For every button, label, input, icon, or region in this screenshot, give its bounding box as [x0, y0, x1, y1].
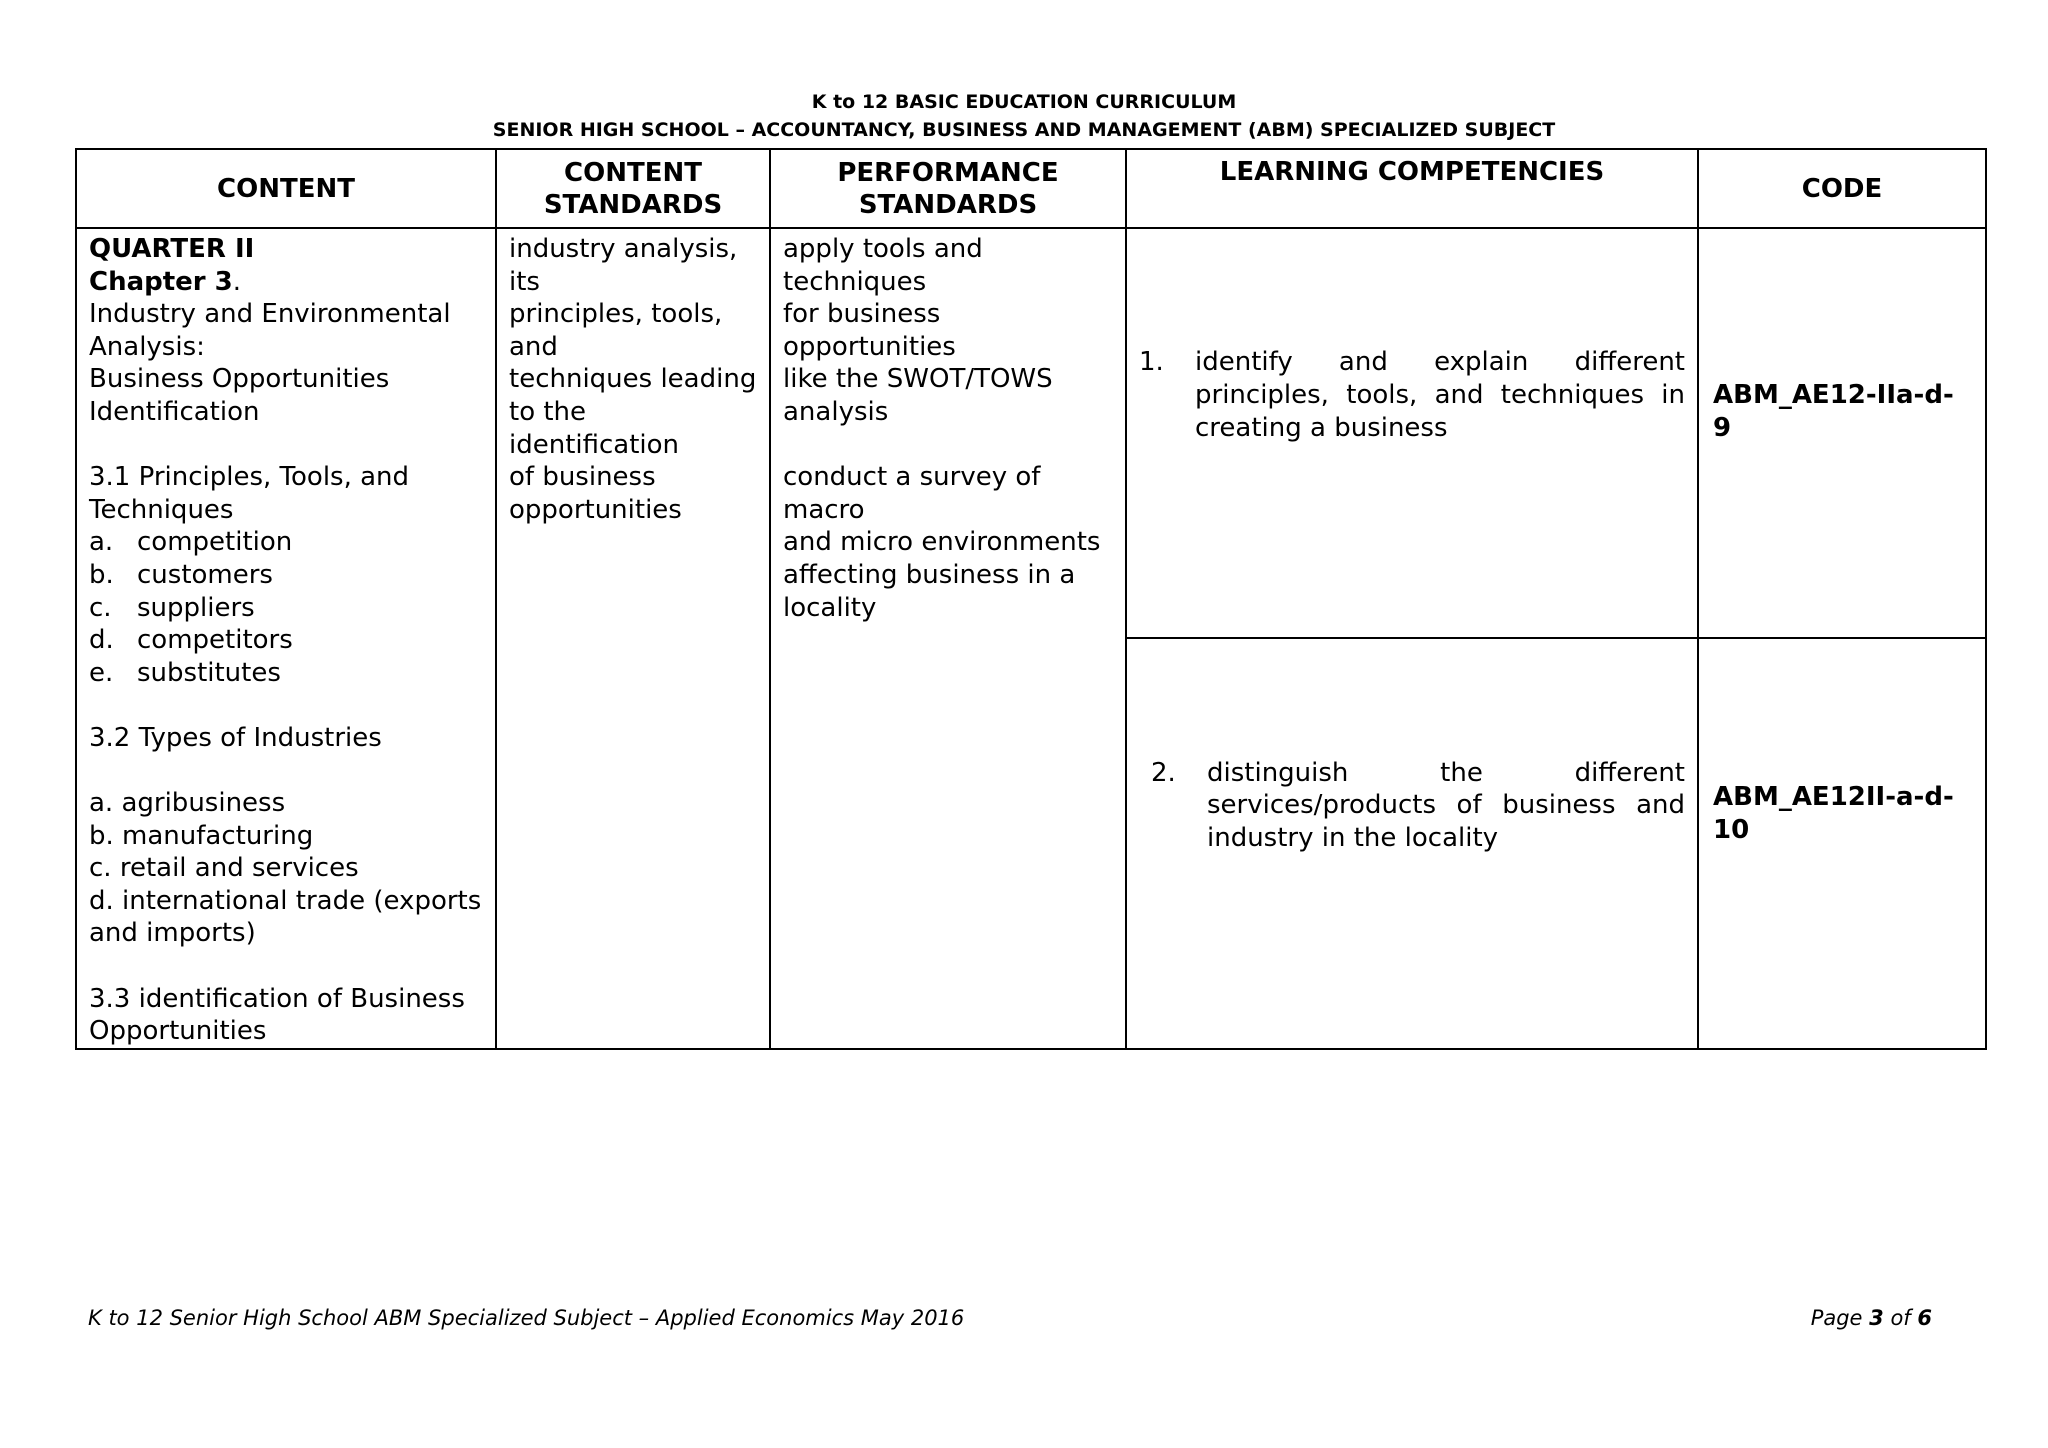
code-cell-2	[1698, 638, 1986, 1048]
header-learning-competencies: LEARNING COMPETENCIES	[1126, 149, 1698, 228]
competency-1: 1. identify and explain different principles, tools, and techniques in creating a business	[1139, 347, 1685, 443]
curriculum-table	[75, 148, 1987, 1050]
competency-cell-2	[1126, 638, 1698, 1048]
competency-code-1: ABM_AE12-IIa-d-9	[1713, 380, 1954, 443]
chapter-label: Chapter 3.	[89, 266, 242, 297]
list-item: d. competitors	[89, 625, 293, 656]
header-content: CONTENT	[76, 149, 496, 228]
list-item: c. suppliers	[89, 592, 255, 623]
table-row	[76, 228, 1986, 638]
section-3-1-list	[89, 526, 483, 689]
document-header	[0, 88, 2048, 144]
content-cell	[76, 228, 496, 1049]
header-content-standards: CONTENT STANDARDS	[496, 149, 770, 228]
footer-page-number: Page 3 of 6	[1810, 1306, 1932, 1330]
header-performance-standards: PERFORMANCE STANDARDS	[770, 149, 1126, 228]
competency-code-2: ABM_AE12II-a-d-10	[1713, 782, 1954, 846]
performance-standards-cell	[770, 228, 1126, 1049]
list-item: b. customers	[89, 559, 273, 590]
list-item: c. retail and services	[89, 853, 359, 884]
list-item: and imports)	[89, 918, 256, 949]
section-3-1: 3.1 Principles, Tools, and Techniques	[89, 462, 410, 525]
header-line-1: K to 12 BASIC EDUCATION CURRICULUM	[811, 91, 1237, 113]
list-item: d. international trade (exports	[89, 885, 482, 916]
performance-standard-2: conduct a survey of macro and micro environments affecting business in a locality	[783, 462, 1101, 623]
list-item: a. competition	[89, 527, 293, 558]
content-standards-cell: industry analysis, its principles, tools, and techniques leading to the identification of business opportunities	[496, 228, 770, 1049]
list-item: e. substitutes	[89, 657, 281, 688]
competency-2: 2. distinguish the different services/products of business and industry in the locality	[1151, 757, 1685, 853]
section-3-3: 3.3 identification of Business Opportunities	[89, 983, 465, 1047]
competency-cell-1	[1126, 228, 1698, 638]
header-code: CODE	[1698, 149, 1986, 228]
list-item: b. manufacturing	[89, 820, 314, 851]
list-item: a. agribusiness	[89, 788, 286, 819]
footer-document-title: K to 12 Senior High School ABM Specialized Subject – Applied Economics May 2016	[88, 1306, 965, 1330]
section-3-2: 3.2 Types of Industries	[89, 722, 382, 753]
performance-standard-1: apply tools and techniques for business opportunities like the SWOT/TOWS analysis	[783, 234, 1053, 427]
chapter-title: Industry and Environmental Analysis: Business Opportunities Identification	[89, 299, 451, 427]
section-3-2-list	[89, 787, 483, 950]
header-line-2: SENIOR HIGH SCHOOL – ACCOUNTANCY, BUSINESS AND MANAGEMENT (ABM) SPECIALIZED SUBJECT	[492, 119, 1556, 141]
code-cell-1	[1698, 228, 1986, 638]
table-header-row	[76, 149, 1986, 228]
quarter-label: QUARTER II	[89, 234, 255, 264]
